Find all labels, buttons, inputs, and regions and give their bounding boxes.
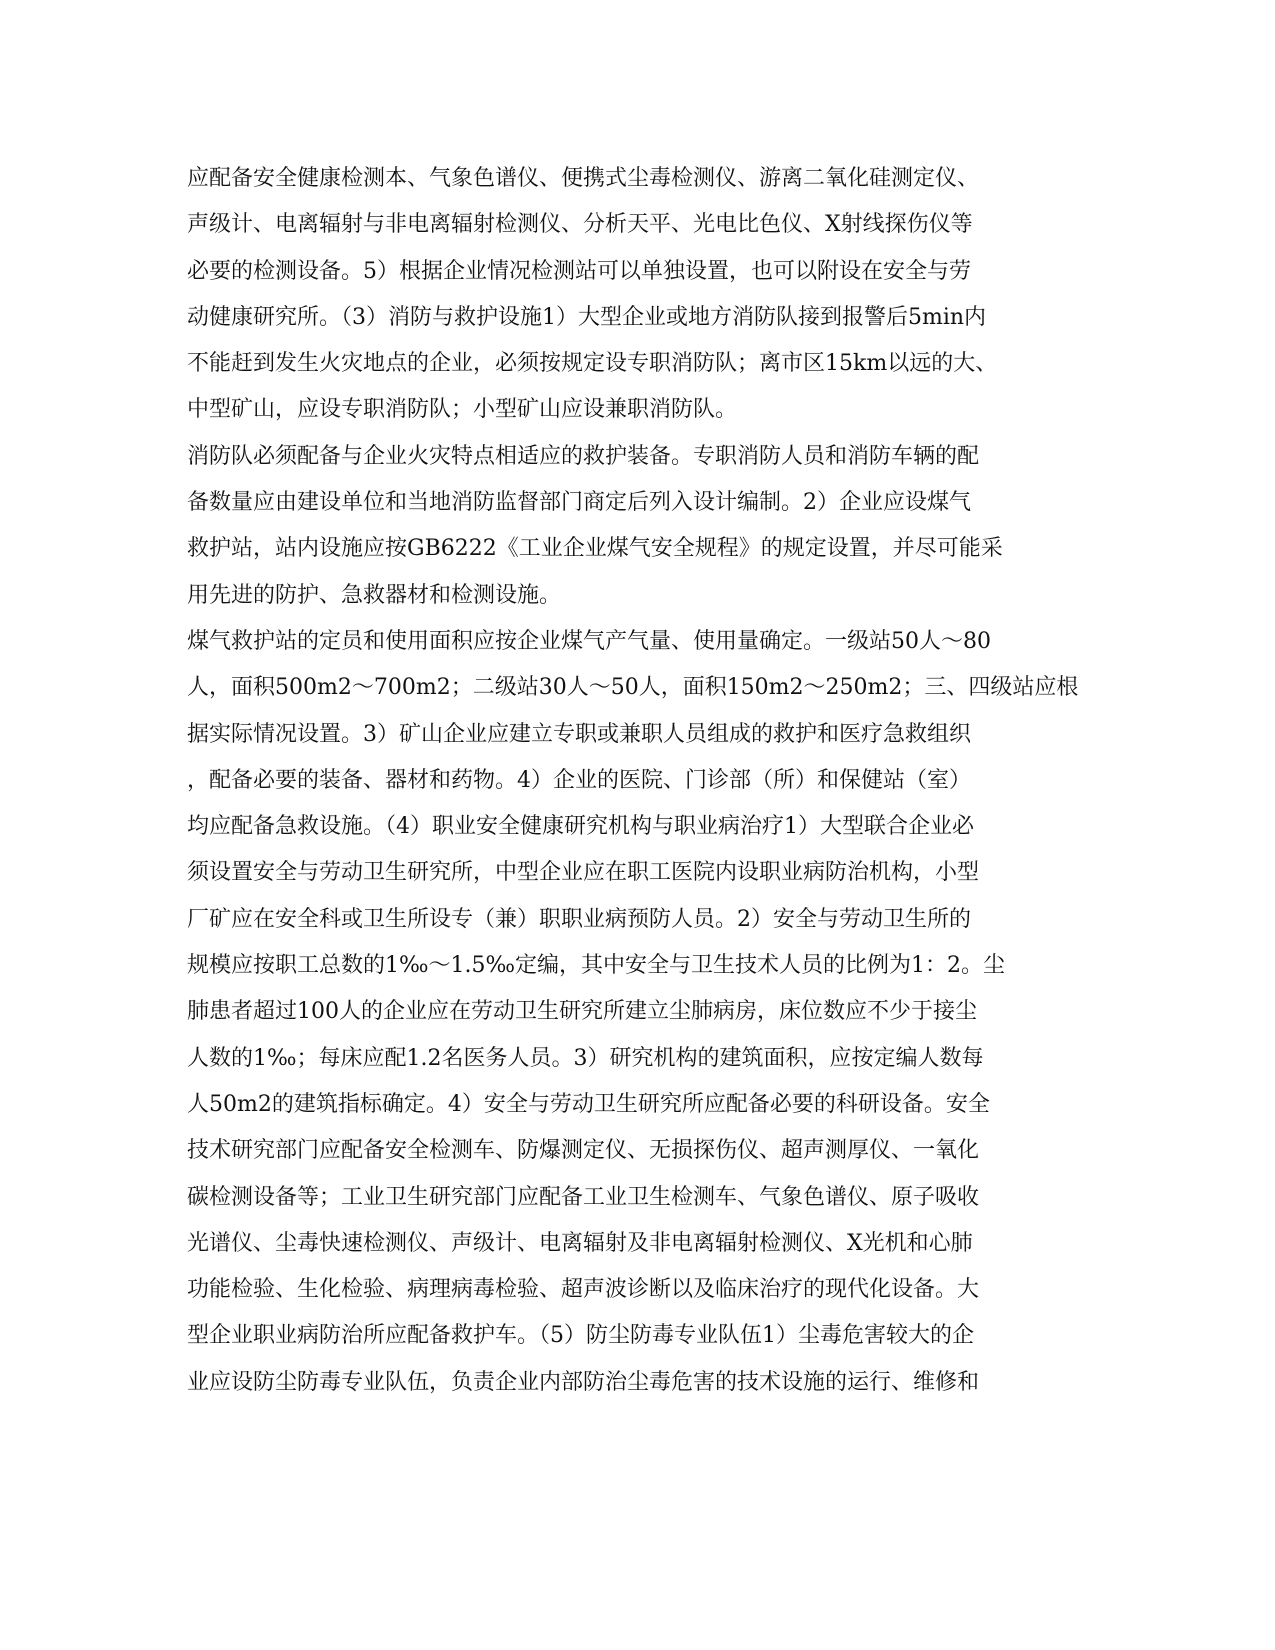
text-line: 救护站，站内设施应按GB6222《工业企业煤气安全规程》的规定设置，并尽可能采: [187, 536, 1003, 562]
text-line: 均应配备急救设施。（4）职业安全健康研究机构与职业病治疗1）大型联合企业必: [187, 814, 974, 840]
text-line: 必要的检测设备。5）根据企业情况检测站可以单独设置，也可以附设在安全与劳: [187, 258, 971, 284]
text-line: 应配备安全健康检测本、气象色谱仪、便携式尘毒检测仪、游离二氧化硅测定仪、: [187, 166, 980, 191]
text-line: 肺患者超过100人的企业应在劳动卫生研究所建立尘肺病房，床位数应不少于接尘: [187, 999, 977, 1025]
text-line: 业应设防尘防毒专业队伍，负责企业内部防治尘毒危害的技术设施的运行、维修和: [187, 1369, 980, 1395]
text-line: 人，面积500m2～700m2；二级站30人～50人，面积150m2～250m2；三、四级站应根: [187, 675, 1079, 701]
text-line: 动健康研究所。（3）消防与救护设施1）大型企业或地方消防队接到报警后5min内: [187, 304, 987, 330]
text-line: 声级计、电离辐射与非电离辐射检测仪、分析天平、光电比色仪、X射线探伤仪等: [187, 212, 973, 238]
text-line: 技术研究部门应配备安全检测车、防爆测定仪、无损探伤仪、超声测厚仪、一氧化: [187, 1138, 980, 1164]
text-line: 备数量应由建设单位和当地消防监督部门商定后列入设计编制。2）企业应设煤气: [187, 490, 971, 516]
text-line: 人50m2的建筑指标确定。4）安全与劳动卫生研究所应配备必要的科研设备。安全: [187, 1091, 990, 1117]
text-line: 消防队必须配备与企业火灾特点相适应的救护装备。专职消防人员和消防车辆的配: [187, 443, 980, 469]
text-line: 厂矿应在安全科或卫生所设专（兼）职职业病预防人员。2）安全与劳动卫生所的: [187, 906, 971, 932]
text-line: 型企业职业病防治所应配备救护车。（5）防尘防毒专业队伍1）尘毒危害较大的企: [187, 1323, 974, 1349]
text-line: 光谱仪、尘毒快速检测仪、声级计、电离辐射及非电离辐射检测仪、X光机和心肺: [187, 1230, 973, 1256]
document-body: [187, 156, 1087, 1406]
text-line: 据实际情况设置。3）矿山企业应建立专职或兼职人员组成的救护和医疗急救组织: [187, 721, 971, 747]
text-line: 中型矿山，应设专职消防队；小型矿山应设兼职消防队。: [187, 397, 738, 423]
text-line: 不能赶到发生火灾地点的企业，必须按规定设专职消防队；离市区15km以远的大、: [187, 351, 998, 377]
text-line: 煤气救护站的定员和使用面积应按企业煤气产气量、使用量确定。一级站50人～80: [187, 628, 991, 654]
text-line: 人数的1‰；每床应配1.2名医务人员。3）研究机构的建筑面积，应按定编人数每: [187, 1045, 984, 1071]
text-line: 规模应按职工总数的1‰～1.5‰定编，其中安全与卫生技术人员的比例为1：2。尘: [187, 953, 1006, 979]
text-line: 功能检验、生化检验、病理病毒检验、超声波诊断以及临床治疗的现代化设备。大: [187, 1277, 980, 1303]
text-line: 须设置安全与劳动卫生研究所，中型企业应在职工医院内设职业病防治机构，小型: [187, 860, 980, 886]
text-line: ，配备必要的装备、器材和药物。4）企业的医院、门诊部（所）和保健站（室）: [187, 767, 971, 793]
text-line: 用先进的防护、急救器材和检测设施。: [187, 582, 562, 608]
text-line: 碳检测设备等；工业卫生研究部门应配备工业卫生检测车、气象色谱仪、原子吸收: [187, 1184, 980, 1210]
